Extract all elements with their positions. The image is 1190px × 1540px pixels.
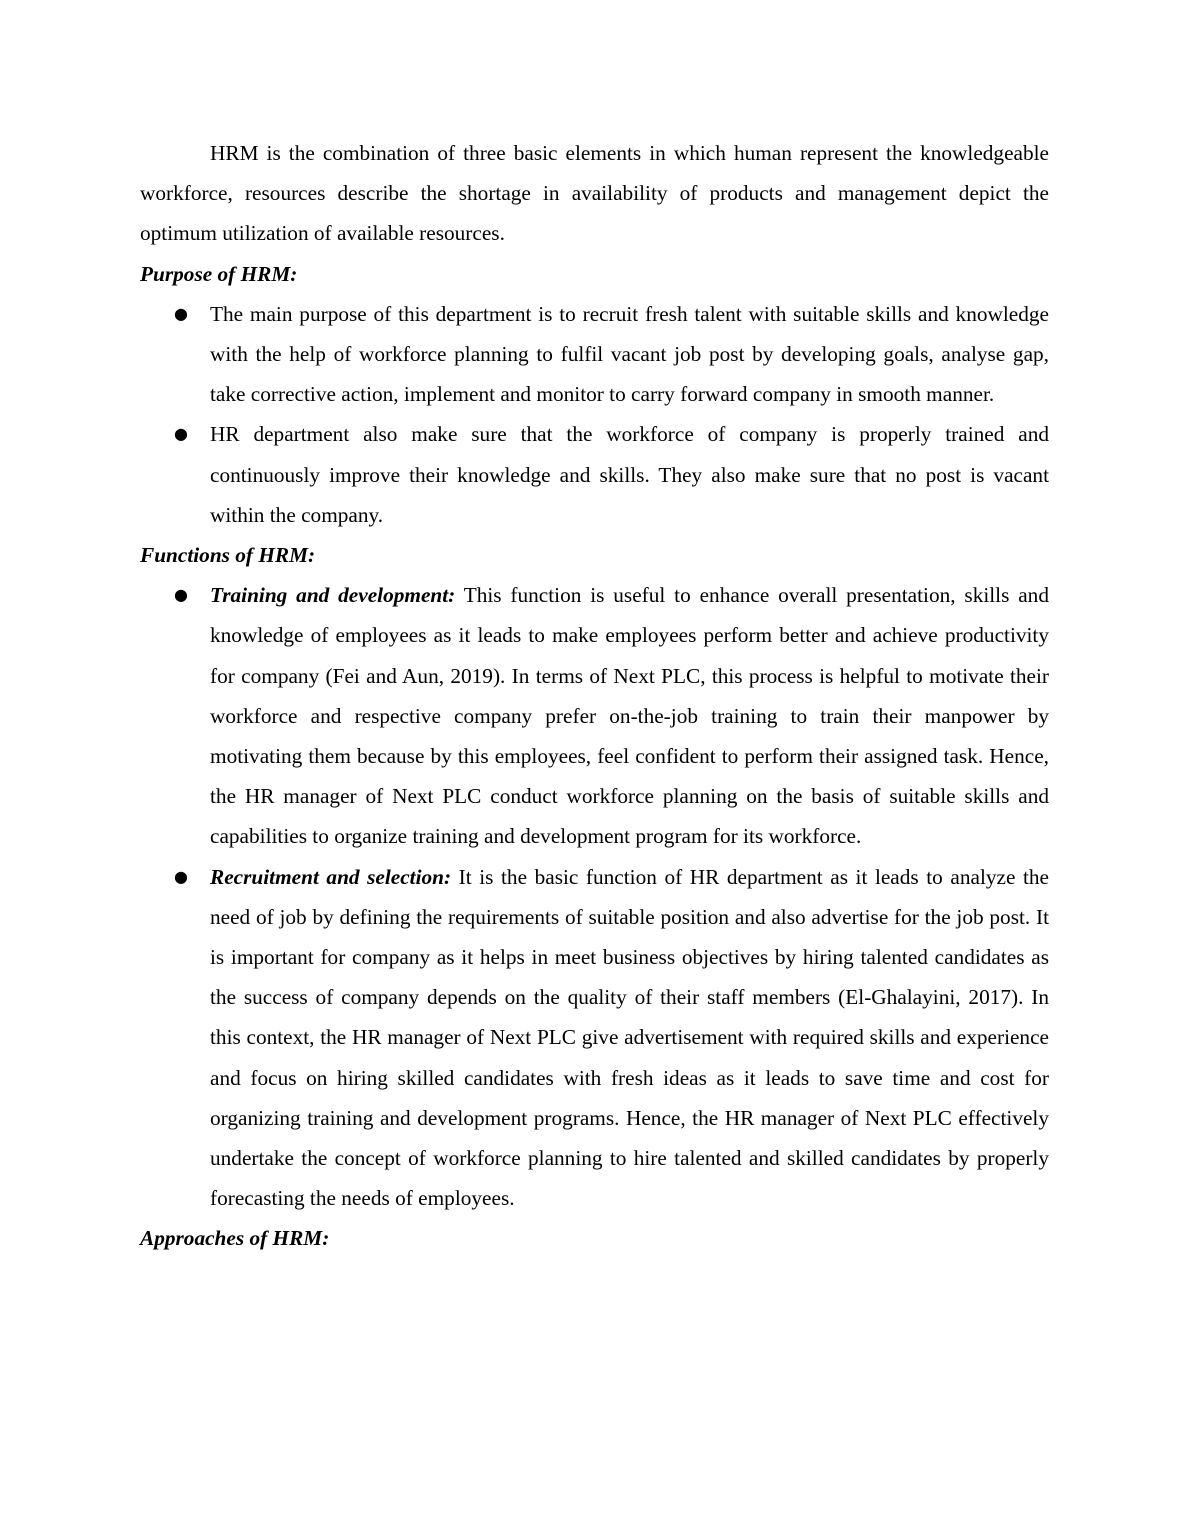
functions-heading: Functions of HRM:	[140, 543, 316, 568]
approaches-heading: Approaches of HRM:	[140, 1226, 330, 1251]
function-item-text: It is the basic function of HR department as it leads to analyze the need of job by defining the requirements of suitable position and also advertise for the job post. It is important for company as it helps in meet business objectives by hiring talented candidates as the success of company depends on the quality of their staff members (El-Ghalayini, 2017). In this context, the HR manager of Next PLC give advertisement with required skills and experience and focus on hiring skilled candidates with fresh ideas as it leads to save time and cost for organizing training and development programs. Hence, the HR manager of Next PLC effectively undertake the concept of workforce planning to hire talented and skilled candidates by properly forecasting the needs of employees.	[210, 864, 1049, 1211]
function-item-text: This function is useful to enhance overall presentation, skills and knowledge of employees as it leads to make employees perform better and achieve productivity for company (Fei and Aun, 2019). In terms of Next PLC, this process is helpful to motivate their workforce and respective company prefer on-the-job training to train their manpower by motivating them because by this employees, feel confident to perform their assigned task. Hence, the HR manager of Next PLC conduct workforce planning on the basis of suitable skills and capabilities to organize training and development program for its workforce.	[210, 583, 1049, 849]
intro-paragraph: HRM is the combination of three basic elements in which human represent the knowledgeable workforce, resources describe the shortage in availability of products and management depict the optimum utilization of available resources.	[140, 141, 1049, 246]
bullet-dot-icon: ●	[174, 424, 188, 444]
purpose-list	[140, 294, 1049, 535]
purpose-list-item	[140, 414, 1049, 535]
bullet-dot-icon: ●	[174, 585, 188, 605]
bullet-dot-icon: ●	[174, 303, 188, 323]
function-item-lead: Recruitment and selection:	[210, 864, 452, 889]
function-item-lead: Training and development:	[210, 583, 456, 608]
purpose-item-text: HR department also make sure that the workforce of company is properly trained and continuously improve their knowledge and skills. They also make sure that no post is vacant within the company.	[210, 422, 1049, 527]
functions-list-item	[140, 857, 1049, 1219]
purpose-item-text: The main purpose of this department is to recruit fresh talent with suitable skills and knowledge with the help of workforce planning to fulfil vacant job post by developing goals, analyse gap, take corrective action, implement and monitor to carry forward company in smooth manner.	[210, 301, 1049, 407]
functions-list-item	[140, 575, 1049, 856]
purpose-list-item	[140, 294, 1049, 415]
purpose-heading: Purpose of HRM:	[140, 261, 298, 286]
document-body	[140, 133, 1049, 1259]
functions-list	[140, 575, 1049, 1218]
bullet-dot-icon: ●	[174, 866, 188, 886]
